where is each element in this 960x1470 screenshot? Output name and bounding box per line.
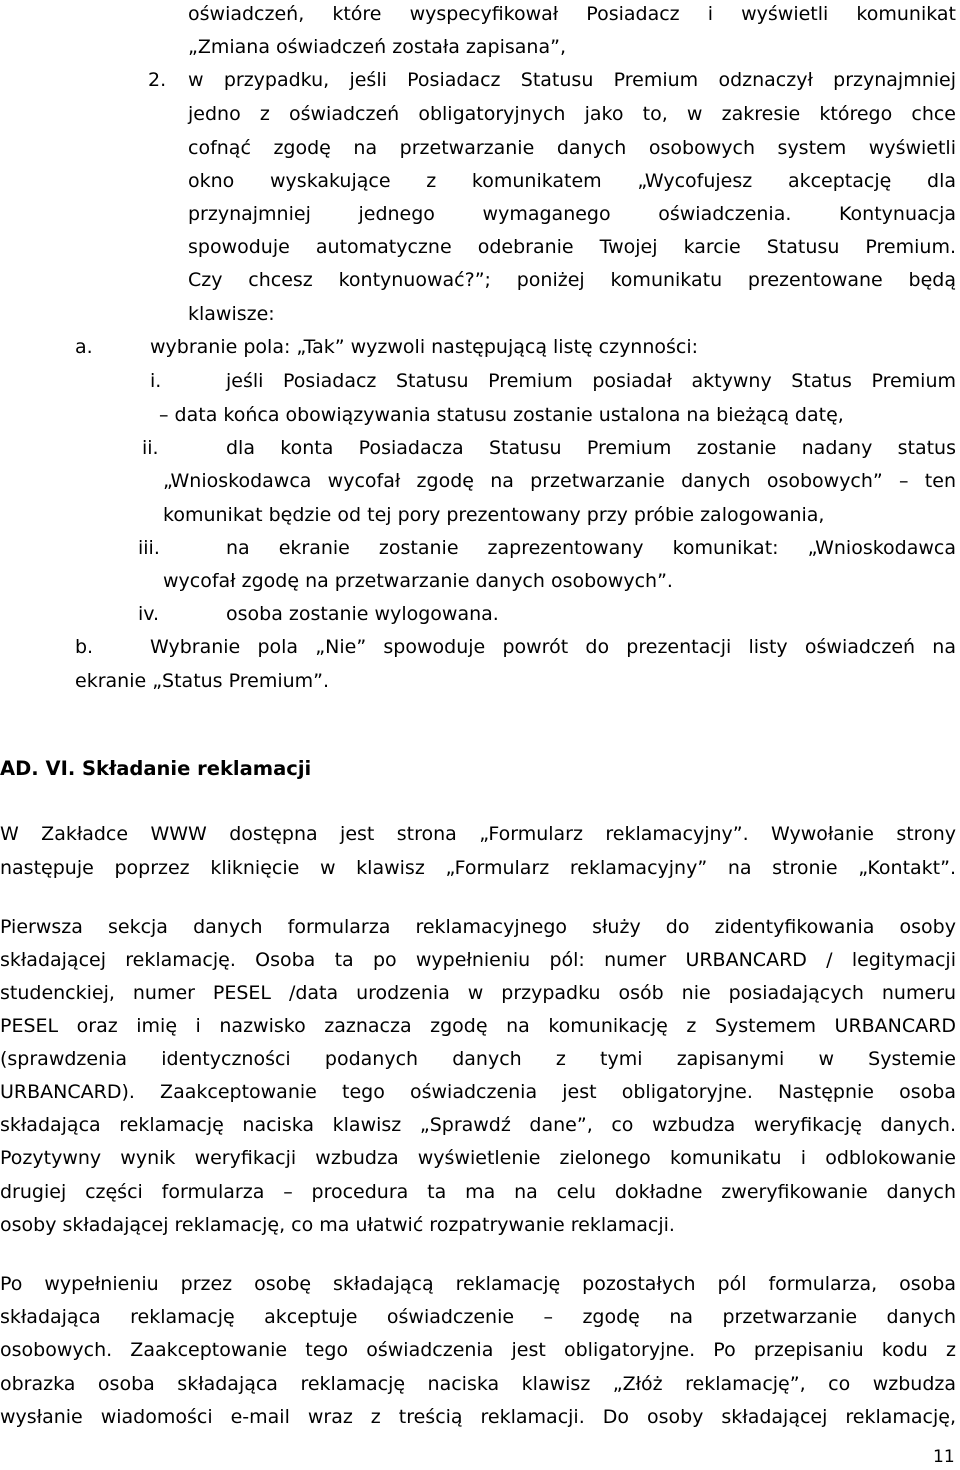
page-number: 11 bbox=[933, 1447, 955, 1467]
list-text-line: spowoduje automatyczne odebranie Twojej karcie Statusu Premium. bbox=[188, 236, 956, 258]
list-text-line: okno wyskakujące z komunikatem „Wycofujesz akceptację dla bbox=[188, 170, 956, 192]
list-text-line: jeśli Posiadacz Statusu Premium posiadał aktywny Status Premium bbox=[226, 370, 956, 392]
list-text-line: komunikat będzie od tej pory prezentowany przy próbie zalogowania, bbox=[163, 504, 825, 526]
list-text-line: wybranie pola: „Tak” wyzwoli następującą listę czynności: bbox=[150, 336, 699, 358]
paragraph-line: obrazka osoba składająca reklamację naciska klawisz „Złóż reklamację”, co wzbudza bbox=[0, 1373, 956, 1395]
paragraph-line: składającej reklamację. Osoba ta po wypełnieniu pól: numer URBANCARD / legitymacji bbox=[0, 949, 956, 971]
list-text-line: klawisze: bbox=[188, 303, 275, 325]
paragraph-line: (sprawdzenia identyczności podanych danych z tymi zapisanymi w Systemie bbox=[0, 1048, 956, 1070]
paragraph-line: W Zakładce WWW dostępna jest strona „Formularz reklamacyjny”. Wywołanie strony bbox=[0, 823, 956, 845]
list-text-line: w przypadku, jeśli Posiadacz Statusu Premium odznaczył przynajmniej bbox=[188, 69, 956, 91]
list-text-line: „Zmiana oświadczeń została zapisana”, bbox=[188, 36, 566, 58]
paragraph-line: wysłanie wiadomości e-mail wraz z treścią reklamacji. Do osoby składającej reklamację, bbox=[0, 1406, 956, 1428]
list-text-line: „Wnioskodawca wycofał zgodę na przetwarzanie danych osobowych” – ten bbox=[163, 470, 956, 492]
list-text-line: cofnąć zgodę na przetwarzanie danych osobowych system wyświetli bbox=[188, 137, 956, 159]
paragraph-line: następuje poprzez kliknięcie w klawisz „Formularz reklamacyjny” na stronie „Kontakt”. bbox=[0, 857, 956, 879]
paragraph-line: PESEL oraz imię i nazwisko zaznacza zgodę na komunikację z Systemem URBANCARD bbox=[0, 1015, 956, 1037]
list-text-line: dla konta Posiadacza Statusu Premium zostanie nadany status bbox=[226, 437, 956, 459]
list-marker: iv. bbox=[138, 603, 160, 625]
list-text-line: na ekranie zostanie zaprezentowany komunikat: „Wnioskodawca bbox=[226, 537, 956, 559]
list-text-line: jedno z oświadczeń obligatoryjnych jako to, w zakresie którego chce bbox=[188, 103, 956, 125]
paragraph-line: studenckiej, numer PESEL /data urodzenia w przypadku osób nie posiadających numeru bbox=[0, 982, 956, 1004]
paragraph-line: osobowych. Zaakceptowanie tego oświadczenia jest obligatoryjne. Po przepisaniu kodu z bbox=[0, 1339, 956, 1361]
list-marker: i. bbox=[150, 370, 162, 392]
list-text-line: Czy chcesz kontynuować?”; poniżej komunikatu prezentowane będą bbox=[188, 269, 956, 291]
paragraph-line: Pozytywny wynik weryfikacji wzbudza wyświetlenie zielonego komunikatu i odblokowanie bbox=[0, 1147, 956, 1169]
paragraph-line: Po wypełnieniu przez osobę składającą reklamację pozostałych pól formularza, osoba bbox=[0, 1273, 956, 1295]
list-marker: b. bbox=[75, 636, 94, 658]
list-marker: a. bbox=[75, 336, 93, 358]
list-text-line: wycofał zgodę na przetwarzanie danych osobowych”. bbox=[163, 570, 673, 592]
paragraph-line: osoby składającej reklamację, co ma ułatwić rozpatrywanie reklamacji. bbox=[0, 1214, 675, 1236]
list-marker: iii. bbox=[138, 537, 160, 559]
paragraph-line: składająca reklamację akceptuje oświadczenie – zgodę na przetwarzanie danych bbox=[0, 1306, 956, 1328]
paragraph-line: drugiej części formularza – procedura ta ma na celu dokładne zweryfikowanie danych bbox=[0, 1181, 956, 1203]
section-heading: AD. VI. Składanie reklamacji bbox=[0, 757, 312, 780]
list-text-line: oświadczeń, które wyspecyfikował Posiadacz i wyświetli komunikat bbox=[188, 3, 956, 25]
paragraph-line: składająca reklamację naciska klawisz „Sprawdź dane”, co wzbudza weryfikację danych. bbox=[0, 1114, 956, 1136]
list-text-line: osoba zostanie wylogowana. bbox=[226, 603, 499, 625]
list-text-line: Wybranie pola „Nie” spowoduje powrót do prezentacji listy oświadczeń na bbox=[150, 636, 956, 658]
list-text-line: ekranie „Status Premium”. bbox=[75, 670, 330, 692]
list-text-line: – data końca obowiązywania statusu zostanie ustalona na bieżącą datę, bbox=[159, 404, 844, 426]
list-marker: ii. bbox=[142, 437, 159, 459]
list-marker: 2. bbox=[148, 69, 167, 91]
paragraph-line: Pierwsza sekcja danych formularza reklamacyjnego służy do zidentyfikowania osoby bbox=[0, 916, 956, 938]
paragraph-line: URBANCARD). Zaakceptowanie tego oświadczenia jest obligatoryjne. Następnie osoba bbox=[0, 1081, 956, 1103]
list-text-line: przynajmniej jednego wymaganego oświadczenia. Kontynuacja bbox=[188, 203, 956, 225]
